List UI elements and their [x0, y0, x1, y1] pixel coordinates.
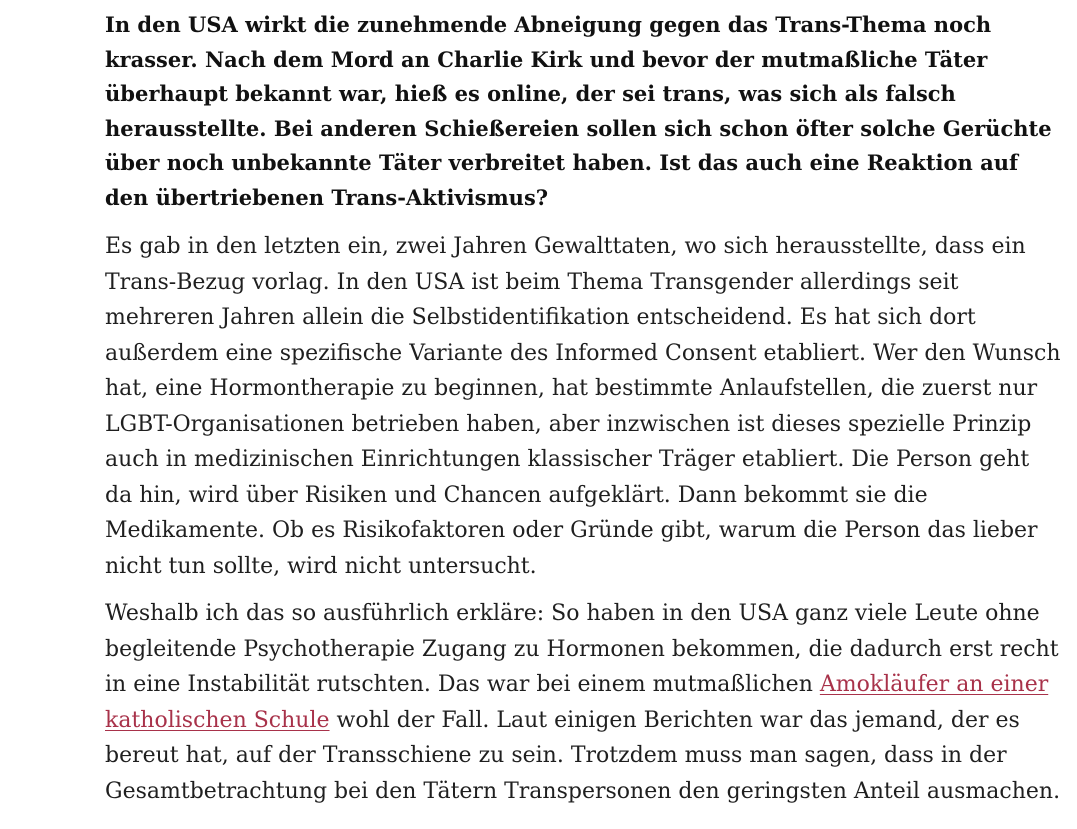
interview-answer-paragraph-1: Es gab in den letzten ein, zwei Jahren Gewalttaten, wo sich herausstellte, dass ein Trans-Bezug vorlag. In den USA ist beim Thema Transgender allerdings seit mehreren Jahren allein die Selbstidentifikation entscheidend. Es hat sich dort außerdem eine spezifische Variante des Informed Consent etabliert. Wer den Wunsch hat, eine Hormontherapie zu beginnen, hat bestimmte Anlaufstellen, die zuerst nur LGBT-Organisationen betrieben haben, aber inzwischen ist dieses spezielle Prinzip auch in medizinischen Einrichtungen klassischer Träger etabliert. Die Person geht da hin, wird über Risiken und Chancen aufgeklärt. Dann bekommt sie die Medikamente. Ob es Risikofaktoren oder Gründe gibt, warum die Person das lieber nicht tun sollte, wird nicht untersucht.: [105, 234, 1061, 579]
interview-answer-paragraph-2: [105, 596, 1063, 809]
answer-text-after-link: wohl der Fall. Laut einigen Berichten war das jemand, der es bereut hat, auf der Transschiene zu sein. Trotzdem muss man sagen, dass in der Gesamtbetrachtung bei den Tätern Transpersonen den geringsten Anteil ausmachen.: [105, 707, 1061, 804]
article-body: [105, 8, 1063, 821]
answer-text-before-link: Weshalb ich das so ausführlich erkläre: So haben in den USA ganz viele Leute ohne begleitende Psychotherapie Zugang zu Hormonen bekommen, die dadurch erst recht in eine Instabilität rutschten. Das war bei einem mutmaßlichen: [105, 601, 1059, 697]
school-shooter-article-link[interactable]: Amokläufer an einer katholischen Schule: [105, 672, 1049, 733]
interview-question: In den USA wirkt die zunehmende Abneigung gegen das Trans-Thema noch krasser. Nach dem Mord an Charlie Kirk und bevor der mutmaßliche Täter überhaupt bekannt war, hieß es online, der sei trans, was sich als falsch herausstellte. Bei anderen Schießereien sollen sich schon öfter solche Gerüchte über noch unbekannte Täter verbreitet haben. Ist das auch eine Reaktion auf den übertriebenen Trans-Aktivismus?: [105, 12, 1052, 210]
